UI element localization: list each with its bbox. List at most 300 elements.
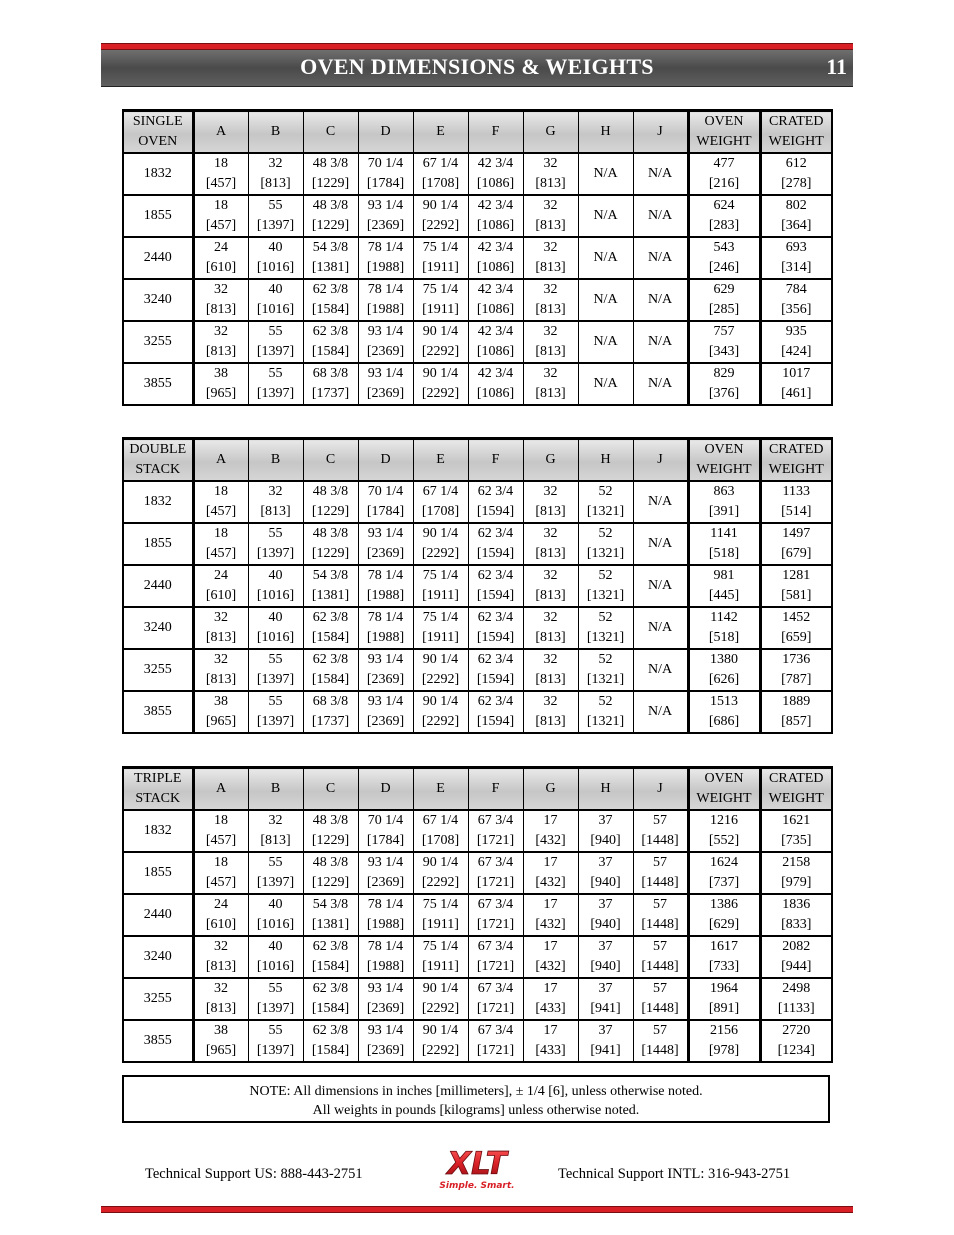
value-line: [1721] bbox=[476, 875, 515, 890]
value-cell bbox=[688, 691, 760, 733]
value-cell bbox=[413, 481, 468, 523]
value-line: [2292] bbox=[421, 875, 460, 890]
value-line: 629 bbox=[713, 282, 735, 297]
value-cell bbox=[468, 363, 523, 405]
value-line: 42 3/4 bbox=[477, 324, 514, 339]
value-line: 935 bbox=[785, 324, 807, 339]
value-cell bbox=[578, 1020, 633, 1062]
value-cell bbox=[688, 523, 760, 565]
value-cell bbox=[303, 978, 358, 1020]
column-header-d: D bbox=[358, 111, 413, 154]
value-line: [285] bbox=[708, 302, 740, 317]
value-line: [1321] bbox=[586, 588, 625, 603]
value-line: [833] bbox=[781, 917, 812, 932]
value-line: 67 1/4 bbox=[422, 484, 459, 499]
value-cell bbox=[193, 607, 248, 649]
value-cell bbox=[578, 894, 633, 936]
value-line: 24 bbox=[214, 897, 228, 912]
value-cell bbox=[248, 363, 303, 405]
value-line: 93 1/4 bbox=[367, 694, 404, 709]
table-label-line: DOUBLE bbox=[129, 442, 187, 457]
value-line: [1988] bbox=[366, 917, 405, 932]
value-line: 32 bbox=[543, 610, 558, 625]
value-line: [1321] bbox=[586, 672, 625, 687]
value-line: N/A bbox=[593, 376, 618, 391]
value-cell bbox=[248, 523, 303, 565]
model-cell: 3255 bbox=[123, 321, 193, 363]
value-cell bbox=[688, 936, 760, 978]
value-cell bbox=[413, 852, 468, 894]
crated-weight-header-line: CRATED bbox=[769, 771, 824, 786]
value-line: 32 bbox=[268, 484, 283, 499]
value-cell bbox=[468, 691, 523, 733]
value-cell bbox=[358, 978, 413, 1020]
value-line: N/A bbox=[647, 208, 673, 223]
value-line: [1721] bbox=[476, 1001, 515, 1016]
value-cell bbox=[760, 195, 832, 237]
value-line: [1448] bbox=[641, 875, 679, 890]
value-line: 1017 bbox=[782, 366, 811, 381]
value-line: 2158 bbox=[782, 855, 811, 870]
oven-weight-header-line: OVEN bbox=[704, 442, 744, 457]
value-cell bbox=[633, 852, 688, 894]
value-line: 32 bbox=[543, 366, 558, 381]
value-cell bbox=[688, 894, 760, 936]
value-cell bbox=[578, 565, 633, 607]
value-cell bbox=[760, 565, 832, 607]
value-cell bbox=[413, 279, 468, 321]
value-line: [1584] bbox=[311, 959, 350, 974]
value-line: [813] bbox=[535, 630, 566, 645]
value-line: 1889 bbox=[782, 694, 811, 709]
value-line: N/A bbox=[647, 494, 673, 509]
single-oven-table bbox=[122, 109, 833, 406]
value-line: 70 1/4 bbox=[367, 484, 404, 499]
value-line: 52 bbox=[598, 610, 613, 625]
value-line: 543 bbox=[713, 240, 735, 255]
value-line: [356] bbox=[781, 302, 812, 317]
value-cell bbox=[523, 1020, 578, 1062]
value-line: [278] bbox=[781, 176, 812, 191]
value-line: [891] bbox=[708, 1001, 740, 1016]
value-line: 48 3/8 bbox=[312, 855, 349, 870]
value-cell bbox=[760, 279, 832, 321]
crated-weight-header bbox=[760, 111, 832, 154]
value-line: [1594] bbox=[476, 672, 515, 687]
top-red-rule bbox=[101, 43, 853, 50]
value-line: [1321] bbox=[586, 504, 625, 519]
value-line: 17 bbox=[543, 981, 558, 996]
value-line: 75 1/4 bbox=[422, 897, 459, 912]
value-cell bbox=[303, 237, 358, 279]
value-line: [733] bbox=[708, 959, 740, 974]
value-cell bbox=[248, 691, 303, 733]
value-line: 62 3/8 bbox=[312, 610, 349, 625]
value-line: 67 3/4 bbox=[477, 939, 514, 954]
column-header-a: A bbox=[193, 768, 248, 811]
value-cell bbox=[578, 691, 633, 733]
value-line: 37 bbox=[598, 981, 613, 996]
value-cell bbox=[468, 153, 523, 195]
value-line: [1594] bbox=[476, 714, 515, 729]
value-line: 17 bbox=[543, 897, 558, 912]
value-line: 68 3/8 bbox=[312, 366, 349, 381]
table-row bbox=[123, 523, 832, 565]
value-cell bbox=[248, 153, 303, 195]
value-cell bbox=[303, 810, 358, 852]
value-line: 32 bbox=[543, 694, 558, 709]
value-line: 17 bbox=[543, 939, 558, 954]
oven-weight-header-line: OVEN bbox=[704, 771, 744, 786]
value-cell bbox=[303, 936, 358, 978]
value-line: 93 1/4 bbox=[367, 366, 404, 381]
column-header-c: C bbox=[303, 768, 358, 811]
value-line: 37 bbox=[598, 897, 613, 912]
oven-weight-header-line: WEIGHT bbox=[696, 791, 752, 806]
column-header-c: C bbox=[303, 111, 358, 154]
value-cell bbox=[468, 481, 523, 523]
value-cell bbox=[633, 810, 688, 852]
value-line: 48 3/8 bbox=[312, 526, 349, 541]
table-label-header bbox=[123, 768, 193, 811]
value-line: 57 bbox=[653, 897, 667, 912]
value-line: 757 bbox=[713, 324, 735, 339]
value-line: 57 bbox=[653, 939, 667, 954]
value-line: 70 1/4 bbox=[367, 813, 404, 828]
value-line: 62 3/4 bbox=[477, 652, 514, 667]
value-cell bbox=[248, 321, 303, 363]
value-line: 32 bbox=[214, 282, 228, 297]
value-line: [2369] bbox=[366, 1043, 405, 1058]
value-line: 18 bbox=[214, 526, 228, 541]
value-line: [1397] bbox=[256, 1001, 295, 1016]
value-cell bbox=[688, 607, 760, 649]
value-line: 32 bbox=[543, 526, 558, 541]
value-cell bbox=[523, 607, 578, 649]
column-header-b: B bbox=[248, 111, 303, 154]
value-line: [1911] bbox=[422, 917, 459, 932]
value-cell bbox=[688, 481, 760, 523]
value-line: [1911] bbox=[422, 630, 459, 645]
column-header-h: H bbox=[578, 111, 633, 154]
value-line: [1584] bbox=[311, 630, 350, 645]
value-line: 62 3/8 bbox=[312, 282, 349, 297]
value-line: 62 3/8 bbox=[312, 652, 349, 667]
value-line: [1448] bbox=[641, 1043, 679, 1058]
value-cell bbox=[358, 523, 413, 565]
value-line: [941] bbox=[590, 1043, 621, 1058]
table-row bbox=[123, 852, 832, 894]
value-line: 78 1/4 bbox=[367, 568, 404, 583]
value-line: 70 1/4 bbox=[367, 156, 404, 171]
value-line: 93 1/4 bbox=[367, 324, 404, 339]
table-row bbox=[123, 565, 832, 607]
value-cell bbox=[578, 607, 633, 649]
crated-weight-header bbox=[760, 439, 832, 482]
value-cell bbox=[523, 237, 578, 279]
value-line: [610] bbox=[205, 260, 237, 275]
value-line: [978] bbox=[708, 1043, 740, 1058]
value-cell bbox=[523, 691, 578, 733]
value-line: 78 1/4 bbox=[367, 939, 404, 954]
value-line: 1380 bbox=[710, 652, 738, 667]
value-cell bbox=[523, 936, 578, 978]
value-line: [581] bbox=[781, 588, 812, 603]
value-line: [1321] bbox=[586, 714, 625, 729]
value-line: [1988] bbox=[366, 302, 405, 317]
value-cell bbox=[248, 237, 303, 279]
table-row bbox=[123, 237, 832, 279]
value-line: [944] bbox=[781, 959, 812, 974]
column-header-a: A bbox=[193, 439, 248, 482]
value-line: 90 1/4 bbox=[422, 694, 459, 709]
value-line: [1016] bbox=[256, 588, 295, 603]
value-line: [979] bbox=[781, 875, 812, 890]
value-line: [857] bbox=[781, 714, 812, 729]
model-cell: 2440 bbox=[123, 565, 193, 607]
value-line: [1584] bbox=[311, 672, 350, 687]
value-cell bbox=[578, 153, 633, 195]
value-line: 62 3/8 bbox=[312, 1023, 349, 1038]
model-cell: 3855 bbox=[123, 691, 193, 733]
table-label-header bbox=[123, 439, 193, 482]
value-cell bbox=[303, 481, 358, 523]
value-line: 67 1/4 bbox=[422, 156, 459, 171]
value-line: 62 3/4 bbox=[477, 526, 514, 541]
value-cell bbox=[688, 810, 760, 852]
value-line: [216] bbox=[708, 176, 740, 191]
value-line: [813] bbox=[260, 833, 291, 848]
value-line: [1397] bbox=[256, 546, 295, 561]
value-line: 624 bbox=[713, 198, 735, 213]
value-line: [457] bbox=[205, 833, 237, 848]
column-header-f: F bbox=[468, 111, 523, 154]
bottom-red-rule bbox=[101, 1206, 853, 1213]
value-line: 42 3/4 bbox=[477, 282, 514, 297]
value-line: [1721] bbox=[476, 1043, 515, 1058]
value-cell bbox=[193, 810, 248, 852]
value-line: [2369] bbox=[366, 672, 405, 687]
value-line: N/A bbox=[647, 292, 673, 307]
model-cell: 2440 bbox=[123, 894, 193, 936]
crated-weight-header-line: WEIGHT bbox=[768, 462, 824, 477]
value-line: [1708] bbox=[421, 833, 460, 848]
value-cell bbox=[578, 852, 633, 894]
column-header-b: B bbox=[248, 768, 303, 811]
value-line: [1784] bbox=[366, 833, 405, 848]
value-line: [1988] bbox=[366, 260, 405, 275]
value-line: 17 bbox=[543, 813, 558, 828]
value-line: [1229] bbox=[311, 218, 350, 233]
value-cell bbox=[523, 852, 578, 894]
value-line: 693 bbox=[785, 240, 807, 255]
value-cell bbox=[760, 237, 832, 279]
table-row bbox=[123, 279, 832, 321]
value-line: [2292] bbox=[421, 218, 460, 233]
value-cell bbox=[633, 481, 688, 523]
oven-weight-header bbox=[688, 111, 760, 154]
value-cell bbox=[193, 565, 248, 607]
model-cell: 3240 bbox=[123, 936, 193, 978]
column-header-j: J bbox=[633, 439, 688, 482]
value-cell bbox=[303, 153, 358, 195]
value-line: 48 3/8 bbox=[312, 813, 349, 828]
value-cell bbox=[633, 153, 688, 195]
value-cell bbox=[358, 321, 413, 363]
value-line: 32 bbox=[214, 981, 228, 996]
value-line: 40 bbox=[268, 568, 283, 583]
value-line: 612 bbox=[785, 156, 807, 171]
value-line: [246] bbox=[708, 260, 740, 275]
value-line: 62 3/8 bbox=[312, 324, 349, 339]
value-cell bbox=[523, 894, 578, 936]
value-line: [433] bbox=[535, 1043, 566, 1058]
crated-weight-header-line: CRATED bbox=[769, 442, 824, 457]
value-cell bbox=[468, 279, 523, 321]
model-cell: 1855 bbox=[123, 852, 193, 894]
value-cell bbox=[633, 363, 688, 405]
value-line: 38 bbox=[214, 366, 228, 381]
value-cell bbox=[688, 649, 760, 691]
value-line: [445] bbox=[708, 588, 740, 603]
value-line: [1397] bbox=[256, 875, 295, 890]
value-line: 24 bbox=[214, 240, 228, 255]
value-cell bbox=[688, 363, 760, 405]
table-row bbox=[123, 691, 832, 733]
value-line: [1321] bbox=[586, 546, 625, 561]
value-cell bbox=[688, 1020, 760, 1062]
value-line: 2082 bbox=[782, 939, 811, 954]
value-cell bbox=[578, 363, 633, 405]
value-line: [813] bbox=[205, 959, 237, 974]
value-cell bbox=[358, 363, 413, 405]
value-line: 62 3/8 bbox=[312, 981, 349, 996]
value-line: [940] bbox=[590, 917, 621, 932]
column-header-e: E bbox=[413, 439, 468, 482]
value-line: [1594] bbox=[476, 630, 515, 645]
value-cell bbox=[578, 978, 633, 1020]
value-line: 90 1/4 bbox=[422, 366, 459, 381]
value-line: [1086] bbox=[476, 386, 515, 401]
table-label-line: STACK bbox=[135, 791, 181, 806]
value-cell bbox=[193, 237, 248, 279]
value-line: [813] bbox=[535, 714, 566, 729]
value-line: 90 1/4 bbox=[422, 198, 459, 213]
model-cell: 3255 bbox=[123, 978, 193, 1020]
value-cell bbox=[578, 810, 633, 852]
value-line: 48 3/8 bbox=[312, 484, 349, 499]
value-line: 1736 bbox=[782, 652, 811, 667]
value-cell bbox=[633, 691, 688, 733]
value-cell bbox=[303, 363, 358, 405]
value-line: 55 bbox=[268, 526, 283, 541]
value-line: 802 bbox=[785, 198, 807, 213]
value-line: [1016] bbox=[256, 302, 295, 317]
value-line: 67 1/4 bbox=[422, 813, 459, 828]
value-cell bbox=[413, 321, 468, 363]
model-cell: 2440 bbox=[123, 237, 193, 279]
value-line: 32 bbox=[268, 813, 283, 828]
page-header bbox=[101, 43, 853, 87]
value-line: [432] bbox=[535, 917, 566, 932]
value-line: [813] bbox=[205, 302, 237, 317]
value-line: [1086] bbox=[476, 344, 515, 359]
value-cell bbox=[633, 978, 688, 1020]
value-cell bbox=[468, 237, 523, 279]
value-cell bbox=[688, 978, 760, 1020]
value-line: 78 1/4 bbox=[367, 240, 404, 255]
value-cell bbox=[633, 279, 688, 321]
value-cell bbox=[248, 1020, 303, 1062]
value-line: [1594] bbox=[476, 504, 515, 519]
value-cell bbox=[303, 649, 358, 691]
value-cell bbox=[358, 649, 413, 691]
value-cell bbox=[248, 852, 303, 894]
model-cell: 3855 bbox=[123, 363, 193, 405]
value-cell bbox=[523, 481, 578, 523]
value-line: [1397] bbox=[256, 218, 295, 233]
value-line: 62 3/4 bbox=[477, 610, 514, 625]
value-cell bbox=[358, 481, 413, 523]
value-cell bbox=[413, 894, 468, 936]
value-cell bbox=[523, 565, 578, 607]
value-cell bbox=[468, 523, 523, 565]
value-line: [813] bbox=[535, 386, 566, 401]
value-line: [1016] bbox=[256, 260, 295, 275]
value-line: 1836 bbox=[782, 897, 811, 912]
value-line: 42 3/4 bbox=[477, 156, 514, 171]
crated-weight-header-line: WEIGHT bbox=[768, 791, 824, 806]
column-header-g: G bbox=[523, 439, 578, 482]
value-line: [737] bbox=[708, 875, 740, 890]
column-header-f: F bbox=[468, 768, 523, 811]
value-line: 55 bbox=[268, 324, 283, 339]
value-line: [283] bbox=[708, 218, 740, 233]
value-line: 93 1/4 bbox=[367, 198, 404, 213]
value-line: 32 bbox=[543, 282, 558, 297]
value-line: 1513 bbox=[710, 694, 738, 709]
value-cell bbox=[468, 195, 523, 237]
value-cell bbox=[468, 321, 523, 363]
value-line: 32 bbox=[543, 484, 558, 499]
value-line: 67 3/4 bbox=[477, 897, 514, 912]
value-line: 48 3/8 bbox=[312, 198, 349, 213]
value-cell bbox=[468, 978, 523, 1020]
value-line: [391] bbox=[708, 504, 740, 519]
value-cell bbox=[468, 649, 523, 691]
value-line: [1584] bbox=[311, 344, 350, 359]
value-line: 52 bbox=[598, 526, 613, 541]
value-cell bbox=[248, 481, 303, 523]
value-line: 52 bbox=[598, 568, 613, 583]
value-line: 62 3/4 bbox=[477, 484, 514, 499]
table-row bbox=[123, 894, 832, 936]
value-line: 48 3/8 bbox=[312, 156, 349, 171]
value-line: N/A bbox=[593, 292, 618, 307]
value-cell bbox=[193, 649, 248, 691]
table-row bbox=[123, 810, 832, 852]
value-cell bbox=[760, 936, 832, 978]
value-line: [1721] bbox=[476, 959, 515, 974]
logo-wordmark: XLT bbox=[447, 1146, 507, 1182]
oven-weight-header-line: WEIGHT bbox=[696, 134, 752, 149]
value-line: [457] bbox=[205, 176, 237, 191]
value-line: [2292] bbox=[421, 546, 460, 561]
value-line: 90 1/4 bbox=[422, 855, 459, 870]
value-cell bbox=[303, 894, 358, 936]
value-line: [1397] bbox=[256, 672, 295, 687]
note-line-1: NOTE: All dimensions in inches [millimeters], ± 1/4 [6], unless otherwise noted. bbox=[249, 1084, 703, 1099]
